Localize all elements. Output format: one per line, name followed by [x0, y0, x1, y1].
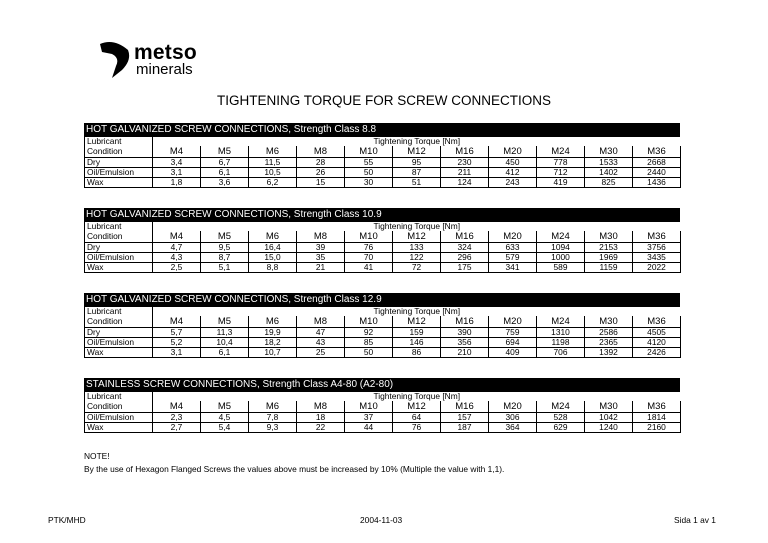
torque-value: 1000: [537, 253, 585, 263]
torque-value: 412: [489, 168, 537, 178]
torque-value: 1969: [585, 253, 633, 263]
size-header: M24: [537, 316, 585, 328]
row-label: Wax: [85, 423, 153, 433]
torque-value: 364: [489, 423, 537, 433]
size-header: M16: [441, 316, 489, 328]
size-header: M12: [393, 231, 441, 243]
size-header: M30: [585, 401, 633, 413]
table-row: [85, 348, 681, 358]
torque-value: 50: [345, 168, 393, 178]
torque-value: 47: [297, 328, 345, 338]
torque-value: 409: [489, 348, 537, 358]
size-header: M8: [297, 316, 345, 328]
torque-value: 778: [537, 158, 585, 168]
torque-value: 3,6: [201, 178, 249, 188]
torque-value: 10,7: [249, 348, 297, 358]
torque-value: 15,0: [249, 253, 297, 263]
torque-value: 759: [489, 328, 537, 338]
torque-value: 22: [297, 423, 345, 433]
torque-value: 694: [489, 338, 537, 348]
table-row: [85, 423, 681, 433]
header-row: [85, 137, 681, 146]
table-row: [85, 168, 681, 178]
torque-table: [84, 137, 681, 188]
torque-value: 296: [441, 253, 489, 263]
torque-value: 2426: [633, 348, 681, 358]
torque-value: 30: [345, 178, 393, 188]
torque-value: 230: [441, 158, 489, 168]
condition-label: Condition: [85, 146, 153, 158]
torque-value: 4505: [633, 328, 681, 338]
size-header: M8: [297, 231, 345, 243]
torque-value: 2,3: [153, 413, 201, 423]
torque-value: 39: [297, 243, 345, 253]
torque-value: 8,8: [249, 263, 297, 273]
torque-value: 25: [297, 348, 345, 358]
torque-value: 3,1: [153, 348, 201, 358]
torque-value: 2153: [585, 243, 633, 253]
torque-value: 579: [489, 253, 537, 263]
row-label: Dry: [85, 328, 153, 338]
size-header: M36: [633, 231, 681, 243]
torque-value: 589: [537, 263, 585, 273]
torque-value: 50: [345, 348, 393, 358]
size-header: M10: [345, 146, 393, 158]
size-header: M10: [345, 231, 393, 243]
size-header: M4: [153, 146, 201, 158]
torque-value: 2,5: [153, 263, 201, 273]
row-label: Wax: [85, 263, 153, 273]
torque-value: 629: [537, 423, 585, 433]
torque-value: 2668: [633, 158, 681, 168]
section-3: [84, 293, 680, 358]
section-2: [84, 208, 680, 273]
row-label: Dry: [85, 158, 153, 168]
torque-value: 19,9: [249, 328, 297, 338]
size-header: M6: [249, 401, 297, 413]
size-header: M36: [633, 316, 681, 328]
metso-logo: [98, 38, 238, 84]
size-header: M20: [489, 231, 537, 243]
document-title: TIGHTENING TORQUE FOR SCREW CONNECTIONS: [216, 93, 551, 108]
size-header: M24: [537, 401, 585, 413]
torque-value: 15: [297, 178, 345, 188]
torque-value: 4,5: [201, 413, 249, 423]
size-header: M4: [153, 231, 201, 243]
torque-value: 825: [585, 178, 633, 188]
footer-page: Sida 1 av 1: [674, 515, 716, 525]
size-header: M5: [201, 231, 249, 243]
torque-value: 633: [489, 243, 537, 253]
torque-value: 1094: [537, 243, 585, 253]
torque-value: 10,5: [249, 168, 297, 178]
torque-value: 86: [393, 348, 441, 358]
torque-value: 5,1: [201, 263, 249, 273]
torque-value: 124: [441, 178, 489, 188]
torque-value: 390: [441, 328, 489, 338]
size-header: M12: [393, 146, 441, 158]
torque-value: 9,5: [201, 243, 249, 253]
size-header-row: [85, 146, 681, 158]
torque-value: 450: [489, 158, 537, 168]
torque-value: 157: [441, 413, 489, 423]
size-header: M30: [585, 316, 633, 328]
torque-value: 1814: [633, 413, 681, 423]
table-row: [85, 328, 681, 338]
torque-value: 4,3: [153, 253, 201, 263]
torque-value: 341: [489, 263, 537, 273]
header-row: [85, 222, 681, 231]
size-header: M30: [585, 231, 633, 243]
row-label: Oil/Emulsion: [85, 338, 153, 348]
torque-value: 21: [297, 263, 345, 273]
size-header: M4: [153, 316, 201, 328]
torque-value: 76: [345, 243, 393, 253]
torque-value: 11,5: [249, 158, 297, 168]
torque-value: 1436: [633, 178, 681, 188]
torque-value: 7,8: [249, 413, 297, 423]
section-heading: HOT GALVANIZED SCREW CONNECTIONS, Strength Class 12.9: [84, 293, 680, 307]
torque-value: 1533: [585, 158, 633, 168]
torque-value: 92: [345, 328, 393, 338]
torque-value: 85: [345, 338, 393, 348]
size-header: M4: [153, 401, 201, 413]
torque-value: 51: [393, 178, 441, 188]
size-header: M6: [249, 146, 297, 158]
torque-value: 210: [441, 348, 489, 358]
torque-table: [84, 222, 681, 273]
size-header: M8: [297, 401, 345, 413]
torque-value: 35: [297, 253, 345, 263]
torque-value: 4,7: [153, 243, 201, 253]
lubricant-label: Lubricant: [85, 222, 153, 231]
size-header: M8: [297, 146, 345, 158]
torque-value: 1,8: [153, 178, 201, 188]
torque-value: 306: [489, 413, 537, 423]
torque-value: 87: [393, 168, 441, 178]
torque-value: 356: [441, 338, 489, 348]
row-label: Dry: [85, 243, 153, 253]
torque-value: 16,4: [249, 243, 297, 253]
torque-value: 4120: [633, 338, 681, 348]
torque-value: 5,7: [153, 328, 201, 338]
torque-value: 2365: [585, 338, 633, 348]
torque-value: 43: [297, 338, 345, 348]
torque-value: 10,4: [201, 338, 249, 348]
row-label: Oil/Emulsion: [85, 253, 153, 263]
lubricant-label: Lubricant: [85, 392, 153, 401]
torque-value: 2,7: [153, 423, 201, 433]
section-heading: STAINLESS SCREW CONNECTIONS, Strength Class A4-80 (A2-80): [84, 378, 680, 392]
size-header-row: [85, 316, 681, 328]
torque-value: 187: [441, 423, 489, 433]
size-header: M20: [489, 146, 537, 158]
torque-value: 72: [393, 263, 441, 273]
torque-value: 2586: [585, 328, 633, 338]
torque-label: Tightening Torque [Nm]: [373, 222, 461, 231]
table-row: [85, 178, 681, 188]
table-row: [85, 253, 681, 263]
torque-value: 419: [537, 178, 585, 188]
table-row: [85, 263, 681, 273]
torque-value: 1402: [585, 168, 633, 178]
torque-value: 1392: [585, 348, 633, 358]
torque-value: 211: [441, 168, 489, 178]
footer-date: 2004-11-03: [360, 515, 403, 525]
logo-sub-text: minerals: [136, 61, 193, 78]
size-header: M16: [441, 146, 489, 158]
table-row: [85, 413, 681, 423]
torque-value: 76: [393, 423, 441, 433]
torque-value: 1198: [537, 338, 585, 348]
note-block: [84, 450, 504, 476]
torque-value: 6,1: [201, 168, 249, 178]
torque-value: 706: [537, 348, 585, 358]
size-header: M24: [537, 146, 585, 158]
size-header: M20: [489, 316, 537, 328]
torque-value: 95: [393, 158, 441, 168]
logo-brand-text: metso: [134, 41, 197, 64]
torque-value: 1240: [585, 423, 633, 433]
torque-value: 5,4: [201, 423, 249, 433]
note-text: By the use of Hexagon Flanged Screws the values above must be increased by 10% (Multiple the value with 1,1).: [84, 464, 505, 474]
row-label: Wax: [85, 348, 153, 358]
size-header: M36: [633, 401, 681, 413]
section-1: [84, 123, 680, 188]
torque-value: 5,2: [153, 338, 201, 348]
size-header-row: [85, 231, 681, 243]
size-header: M16: [441, 401, 489, 413]
size-header: M10: [345, 401, 393, 413]
size-header: M30: [585, 146, 633, 158]
torque-value: 37: [345, 413, 393, 423]
torque-value: 9,3: [249, 423, 297, 433]
torque-value: 26: [297, 168, 345, 178]
torque-label: Tightening Torque [Nm]: [373, 137, 461, 146]
table-row: [85, 243, 681, 253]
size-header: M10: [345, 316, 393, 328]
torque-value: 712: [537, 168, 585, 178]
lubricant-label: Lubricant: [85, 307, 153, 316]
size-header: M6: [249, 316, 297, 328]
lubricant-label: Lubricant: [85, 137, 153, 146]
torque-value: 3756: [633, 243, 681, 253]
row-label: Oil/Emulsion: [85, 168, 153, 178]
size-header: M20: [489, 401, 537, 413]
torque-value: 1159: [585, 263, 633, 273]
torque-value: 6,2: [249, 178, 297, 188]
torque-value: 6,1: [201, 348, 249, 358]
torque-value: 6,7: [201, 158, 249, 168]
torque-value: 2440: [633, 168, 681, 178]
header-row: [85, 307, 681, 316]
torque-value: 11,3: [201, 328, 249, 338]
row-label: Wax: [85, 178, 153, 188]
torque-value: 3435: [633, 253, 681, 263]
section-heading: HOT GALVANIZED SCREW CONNECTIONS, Strength Class 10.9: [84, 208, 680, 222]
torque-table: [84, 307, 681, 358]
torque-value: 44: [345, 423, 393, 433]
torque-value: 70: [345, 253, 393, 263]
size-header: M12: [393, 316, 441, 328]
condition-label: Condition: [85, 316, 153, 328]
table-row: [85, 338, 681, 348]
torque-value: 133: [393, 243, 441, 253]
condition-label: Condition: [85, 401, 153, 413]
section-heading: HOT GALVANIZED SCREW CONNECTIONS, Strength Class 8.8: [84, 123, 680, 137]
torque-value: 122: [393, 253, 441, 263]
table-row: [85, 158, 681, 168]
torque-value: 3,4: [153, 158, 201, 168]
note-heading: NOTE!: [84, 451, 110, 461]
torque-value: 55: [345, 158, 393, 168]
size-header: M5: [201, 316, 249, 328]
section-4: [84, 378, 680, 433]
torque-label: Tightening Torque [Nm]: [373, 307, 461, 316]
torque-value: 146: [393, 338, 441, 348]
torque-value: 159: [393, 328, 441, 338]
footer-left: PTK/MHD: [48, 515, 86, 525]
size-header: M16: [441, 231, 489, 243]
size-header: M24: [537, 231, 585, 243]
torque-label: Tightening Torque [Nm]: [373, 392, 461, 401]
torque-value: 324: [441, 243, 489, 253]
torque-value: 2022: [633, 263, 681, 273]
torque-value: 2160: [633, 423, 681, 433]
size-header: M5: [201, 146, 249, 158]
condition-label: Condition: [85, 231, 153, 243]
metso-logo-icon: [98, 40, 132, 78]
size-header: M36: [633, 146, 681, 158]
torque-value: 41: [345, 263, 393, 273]
torque-value: 18: [297, 413, 345, 423]
torque-value: 64: [393, 413, 441, 423]
size-header: M5: [201, 401, 249, 413]
size-header-row: [85, 401, 681, 413]
size-header: M6: [249, 231, 297, 243]
torque-value: 528: [537, 413, 585, 423]
torque-value: 1310: [537, 328, 585, 338]
row-label: Oil/Emulsion: [85, 413, 153, 423]
torque-value: 28: [297, 158, 345, 168]
torque-value: 8,7: [201, 253, 249, 263]
size-header: M12: [393, 401, 441, 413]
torque-table: [84, 392, 681, 433]
torque-value: 1042: [585, 413, 633, 423]
torque-value: 175: [441, 263, 489, 273]
torque-value: 18,2: [249, 338, 297, 348]
header-row: [85, 392, 681, 401]
torque-value: 243: [489, 178, 537, 188]
torque-value: 3,1: [153, 168, 201, 178]
